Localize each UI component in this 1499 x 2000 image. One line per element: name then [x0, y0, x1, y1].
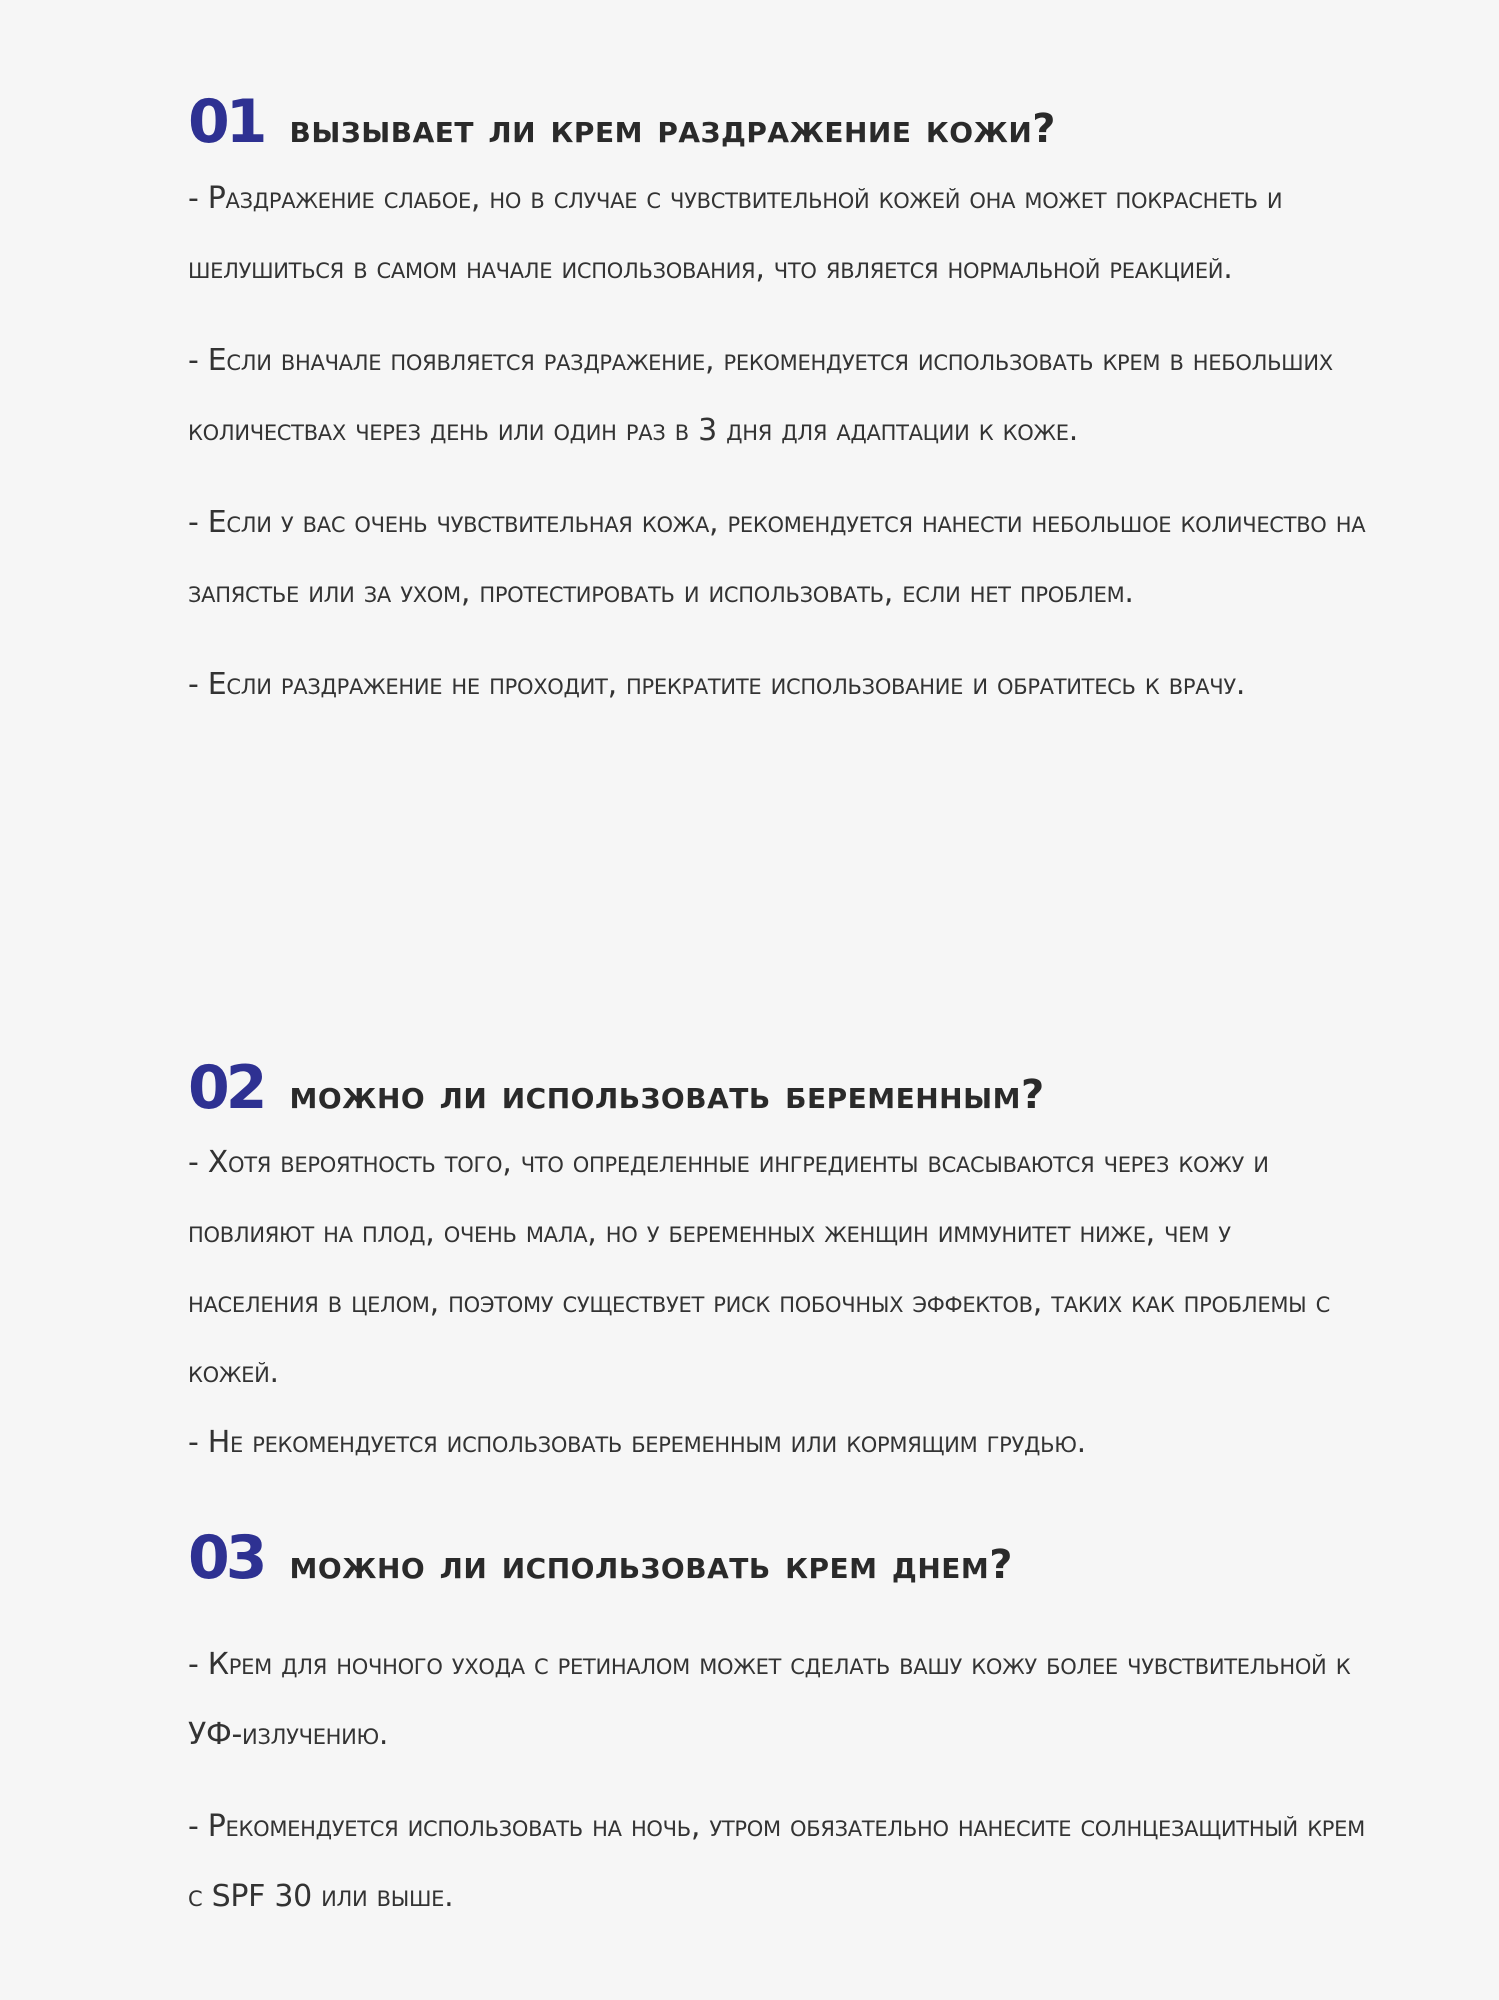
section-title: можно ли использовать беременным? — [289, 1072, 1045, 1118]
section-number: 02 — [188, 1053, 264, 1123]
paragraph: - Раздражение слабое, но в случае с чувствительной кожей она может покраснеть и шелушиться в самом начале использования, что является нормальной реакцией. — [188, 181, 1283, 286]
paragraph: - Не рекомендуется использовать беременным или кормящим грудью. — [188, 1425, 1086, 1460]
paragraph: - Если раздражение не проходит, прекратите использование и обратитесь к врачу. — [188, 667, 1246, 702]
section-title: вызывает ли крем раздражение кожи? — [289, 106, 1056, 152]
section-title: можно ли использовать крем днем? — [289, 1542, 1013, 1588]
paragraph: - Крем для ночного ухода с ретиналом может сделать вашу кожу более чувствительной к УФ-излучению. — [188, 1647, 1351, 1752]
section-heading — [188, 1523, 1368, 1593]
paragraph: - Если вначале появляется раздражение, рекомендуется использовать крем в небольших количествах через день или один раз в 3 дня для адаптации к коже. — [188, 343, 1333, 448]
paragraph: - Если у вас очень чувствительная кожа, рекомендуется нанести небольшое количество на запястье или за ухом, протестировать и использовать, если нет проблем. — [188, 505, 1366, 610]
faq-section-1 — [188, 87, 1368, 720]
paragraph: - Хотя вероятность того, что определенные ингредиенты всасываются через кожу и повлияют на плод, очень мала, но у беременных женщин иммунитет ниже, чем у населения в целом, поэтому существует риск побочных эффектов, таких как проблемы с кожей. — [188, 1145, 1330, 1390]
faq-section-2 — [188, 1053, 1368, 1478]
section-number: 01 — [188, 87, 264, 157]
section-heading — [188, 1053, 1368, 1123]
section-number: 03 — [188, 1523, 264, 1593]
faq-section-3 — [188, 1523, 1368, 1932]
paragraph: - Рекомендуется использовать на ночь, утром обязательно нанесите солнцезащитный крем с SPF 30 или выше. — [188, 1809, 1365, 1914]
section-heading — [188, 87, 1368, 157]
